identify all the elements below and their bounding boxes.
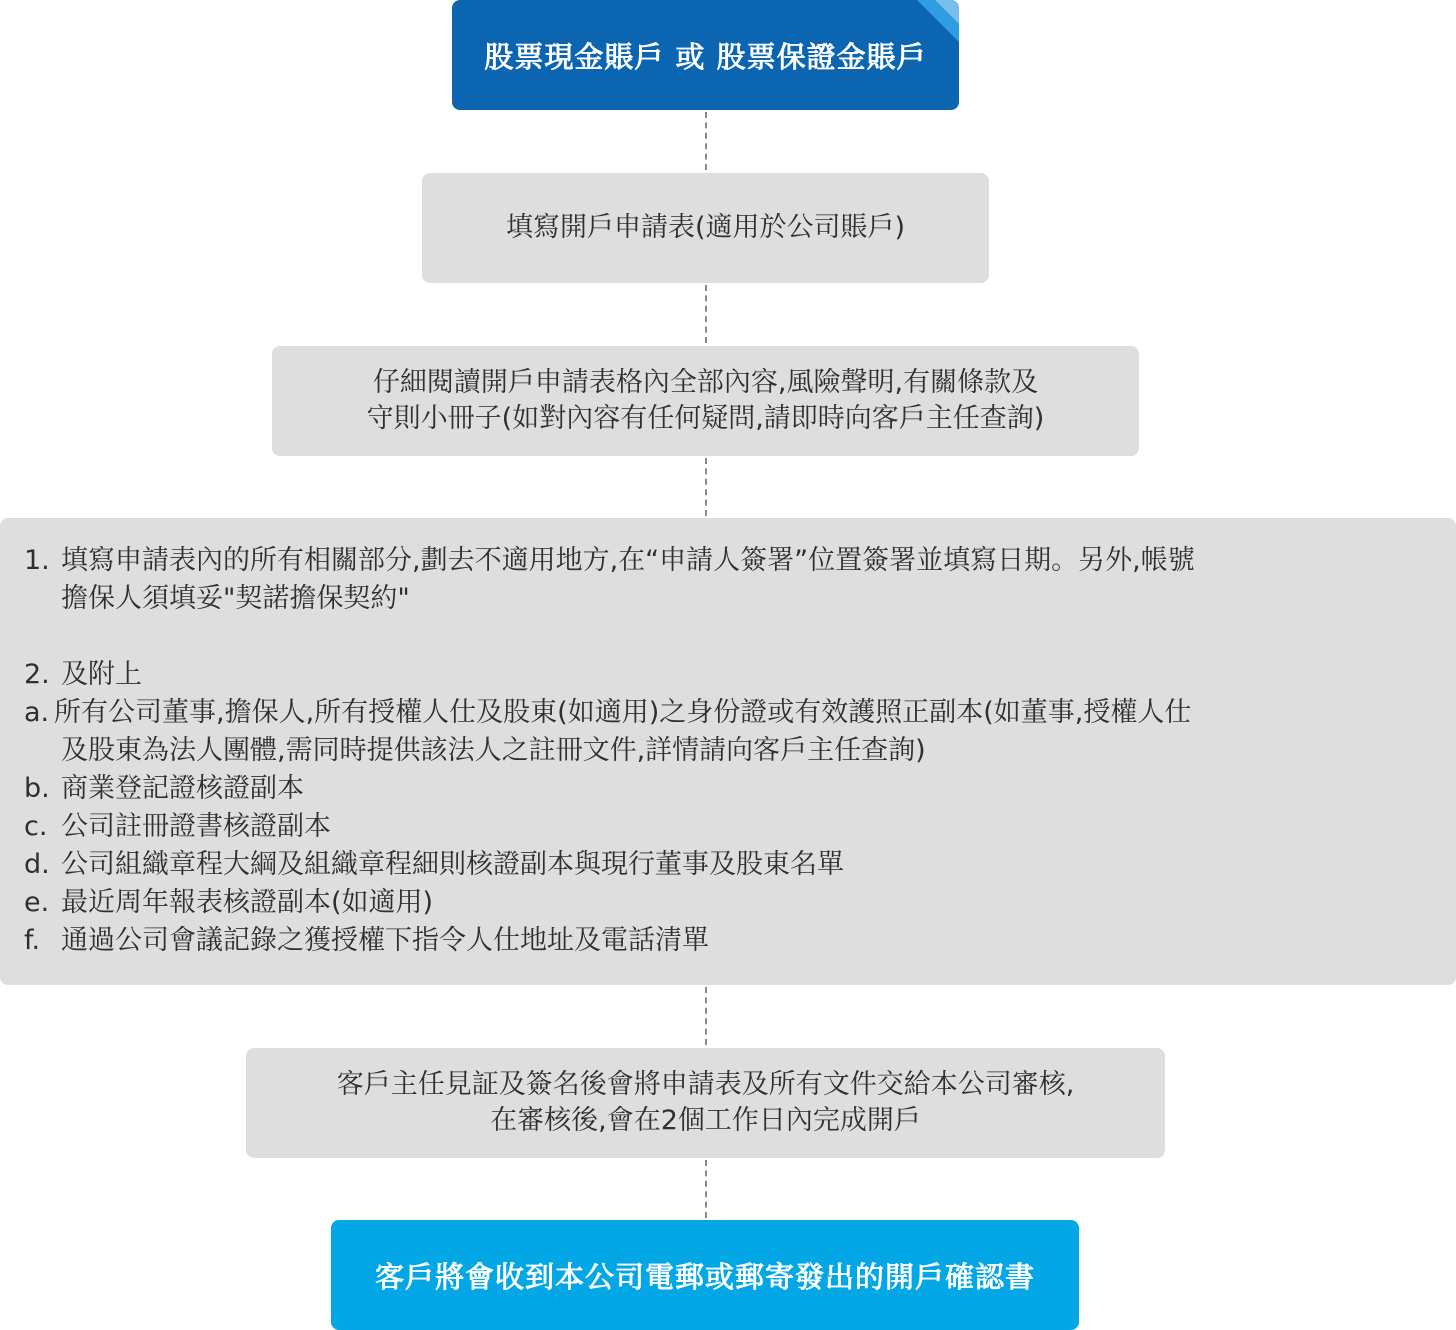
- list-item: [24, 770, 1446, 808]
- step-review-line-2: 在審核後,會在2個工作日內完成開戶: [490, 1105, 921, 1136]
- list-item: [24, 542, 1446, 580]
- list-text: 所有公司董事,擔保人,所有授權人仕及股東(如適用)之身份證或有效護照正副本(如董事,授權人仕: [54, 697, 1192, 728]
- list-marker: 1.: [24, 545, 50, 576]
- confirmation-box: [331, 1220, 1079, 1330]
- list-text: 最近周年報表核證副本(如適用): [61, 887, 434, 918]
- list-item: [24, 884, 1446, 922]
- list-item: [24, 808, 1446, 846]
- list-marker: f.: [24, 925, 41, 956]
- list-text: 通過公司會議記錄之獲授權下指令人仕地址及電話清單: [61, 925, 709, 956]
- connector-step1-step2: [705, 285, 707, 343]
- list-text: 公司註冊證書核證副本: [61, 811, 331, 842]
- step-read-line-2: 守則小冊子(如對內容有任何疑問,請即時向客戶主任查詢): [366, 403, 1045, 434]
- list-item: [24, 694, 1446, 732]
- step-read-line-1: 仔細閱讀開戶申請表格內全部內容,風險聲明,有關條款及: [372, 367, 1039, 398]
- step-requirements: [0, 518, 1456, 985]
- list-text: 商業登記證核證副本: [61, 773, 304, 804]
- list-marker: c.: [24, 811, 48, 842]
- list-spacer: [24, 618, 1446, 656]
- list-text: 公司組織章程大綱及組織章程細則核證副本與現行董事及股東名單: [61, 849, 844, 880]
- list-text: 填寫申請表內的所有相關部分,劃去不適用地方,在“申請人簽署”位置簽署並填寫日期。另外,帳號: [61, 545, 1195, 576]
- list-item: [24, 656, 1446, 694]
- corner-highlight: [933, 0, 959, 26]
- account-type-title: 股票現金賬戶 或 股票保證金賬戶: [484, 39, 927, 74]
- requirements-list: [24, 542, 1446, 960]
- list-text: 及附上: [61, 659, 142, 690]
- list-item-continuation: 擔保人須填妥"契諾擔保契約": [61, 583, 410, 614]
- confirmation-title: 客戶將會收到本公司電郵或郵寄發出的開戶確認書: [374, 1259, 1035, 1294]
- list-marker: b.: [24, 773, 50, 804]
- step-read-documents: [272, 346, 1139, 456]
- list-marker: e.: [24, 887, 50, 918]
- connector-step2-step3: [705, 458, 707, 516]
- connector-step4-bottom: [705, 1160, 707, 1218]
- list-marker: a.: [24, 697, 50, 728]
- list-item-continuation: 及股東為法人團體,需同時提供該法人之註冊文件,詳情請向客戶主任查詢): [61, 735, 926, 766]
- list-marker: 2.: [24, 659, 50, 690]
- connector-top-step1: [705, 112, 707, 170]
- account-type-box: [452, 0, 959, 110]
- step-review-line-1: 客戶主任見証及簽名後會將申請表及所有文件交給本公司審核,: [336, 1069, 1075, 1100]
- step-fill-form: [422, 173, 989, 283]
- list-item: [24, 922, 1446, 960]
- step-review: [246, 1048, 1165, 1158]
- step-fill-form-text: 填寫開戶申請表(適用於公司賬戶): [505, 212, 906, 243]
- connector-step3-step4: [705, 987, 707, 1045]
- list-marker: d.: [24, 849, 50, 880]
- list-item: [24, 846, 1446, 884]
